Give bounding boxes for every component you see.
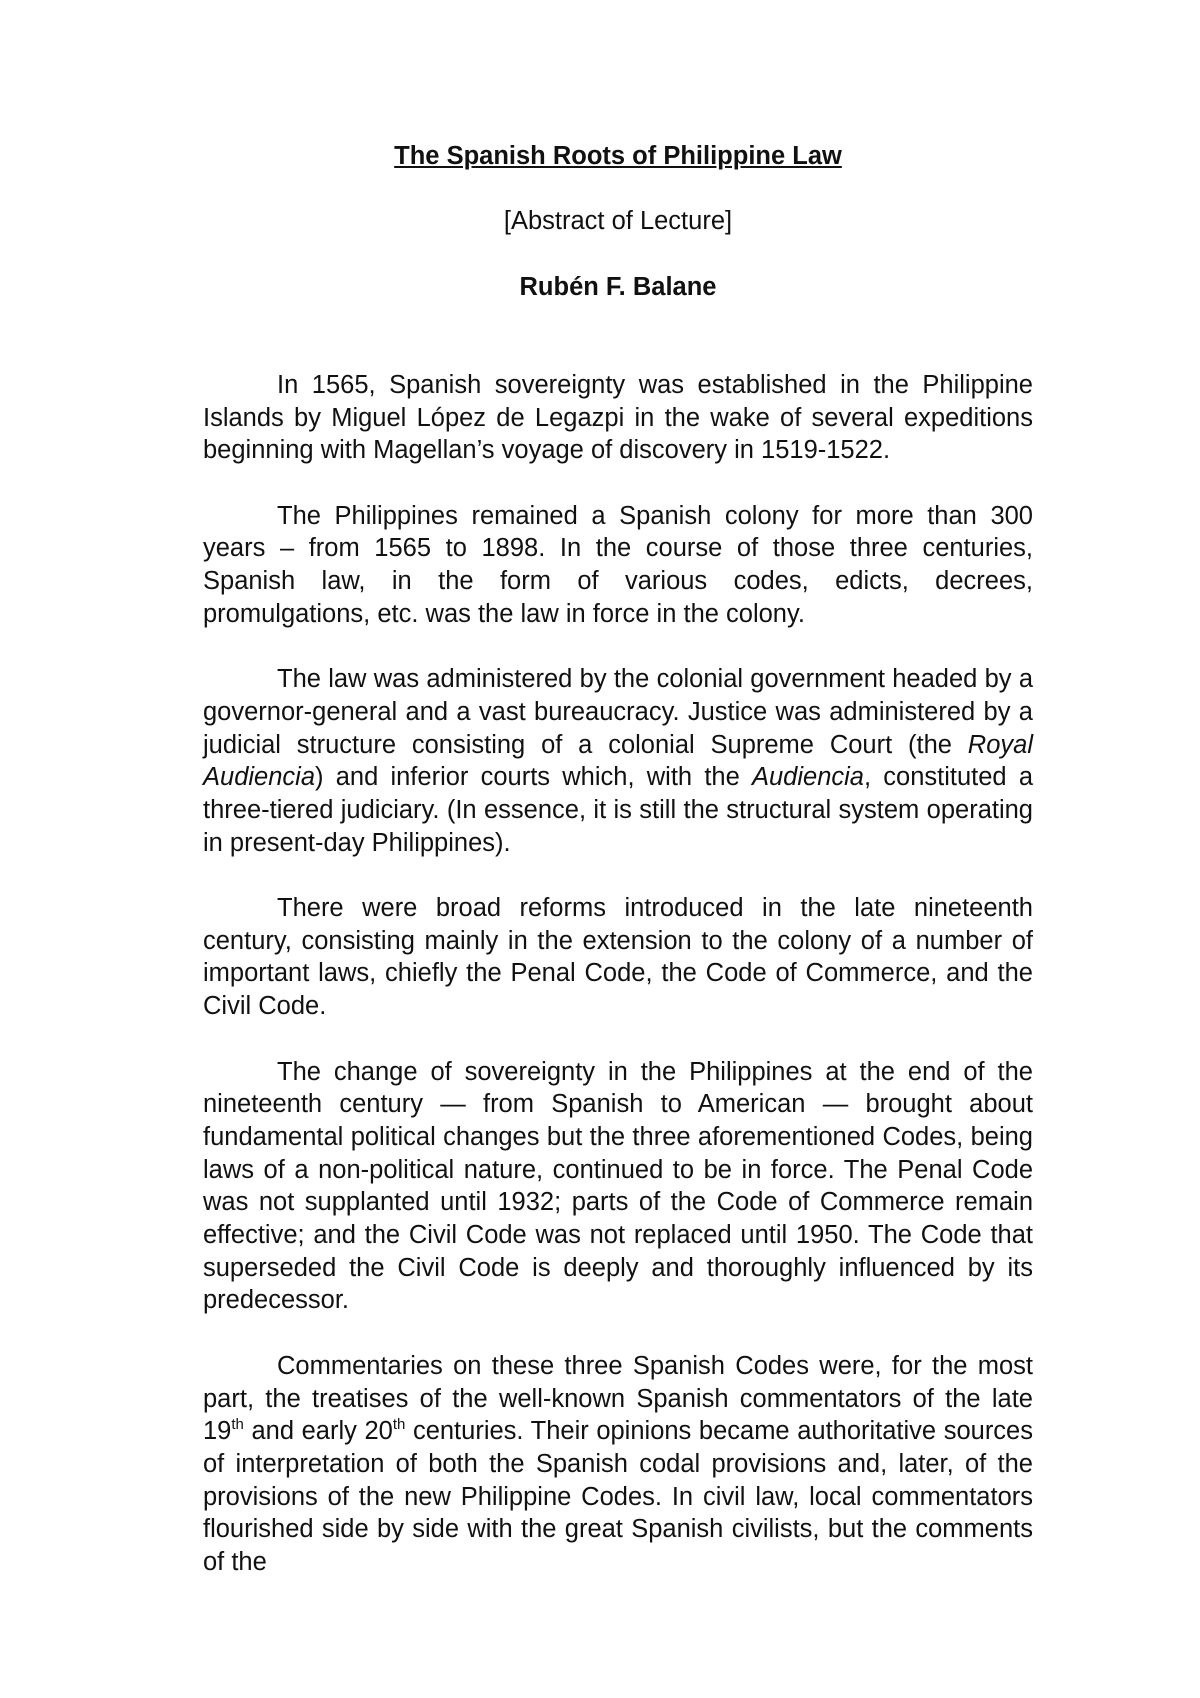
paragraph-4: There were broad reforms introduced in the late nineteenth century, consisting mainly in the extension to the colony of a number of important laws, chiefly the Penal Code, the Code of Commerce, and the Civil Code. — [203, 894, 1033, 1021]
paragraph-5: The change of sovereignty in the Philippines at the end of the nineteenth century — from Spanish to American — brought about fundamental political changes but the three aforementioned Codes, being laws of a non-political nature, continued to be in force. The Penal Code was not supplanted until 1932; parts of the Code of Commerce remain effective; and the Civil Code was not replaced until 1950. The Code that superseded the Civil Code is deeply and thoroughly influenced by its predecessor. — [203, 1057, 1033, 1315]
paragraph-3-text-c: ) and inferior courts which, with the — [315, 763, 752, 792]
paragraph-3-text-e: , constituted a three-tiered judiciary. (In essence, it is still the structural system operating in present-day Philippines). — [203, 763, 1034, 857]
document-subtitle: [Abstract of Lecture] — [503, 207, 733, 236]
paragraph-1: In 1565, Spanish sovereignty was established in the Philippine Islands by Miguel López de Legazpi in the wake of several expeditions beginning with Magellan’s voyage of discovery in 1519-1522. — [203, 370, 1033, 465]
royal-audiencia-term: Royal Audiencia — [203, 730, 1033, 792]
superscript-th-1: th — [231, 1416, 244, 1434]
paragraph-6-text-a: Commentaries on these three Spanish Codes were, for the most part, the treatises of the well-known Spanish commentators of the late 19 — [203, 1351, 1033, 1446]
paragraph-2: The Philippines remained a Spanish colony for more than 300 years – from 1565 to 1898. In the course of those three centuries, Spanish law, in the form of various codes, edicts, decrees, promulgations, etc. was the law in force in the colony. — [203, 501, 1033, 628]
document-author: Rubén F. Balane — [519, 272, 717, 301]
document-title: The Spanish Roots of Philippine Law — [394, 142, 842, 170]
audiencia-term: Audiencia — [751, 763, 864, 792]
paragraph-6 — [203, 1350, 1033, 1579]
paragraph-3 — [203, 663, 1033, 859]
paragraph-6-text-c: centuries. Their opinions became authoritative sources of interpretation of both the Spanish codal provisions and, later, of the provisions of the new Philippine Codes. In civil law, local commentators flourished side by side with the great Spanish civilists, but the comments of the — [203, 1417, 1033, 1577]
paragraph-6-text-b: and early 20 — [243, 1417, 393, 1446]
document-body — [203, 140, 1033, 1579]
superscript-th-2: th — [392, 1416, 406, 1434]
paragraph-3-text-a: The law was administered by the colonial government headed by a governor-general and a vast bureaucracy. Justice was administered by a judicial structure consisting of a colonial Supreme Court (the — [203, 665, 1033, 759]
